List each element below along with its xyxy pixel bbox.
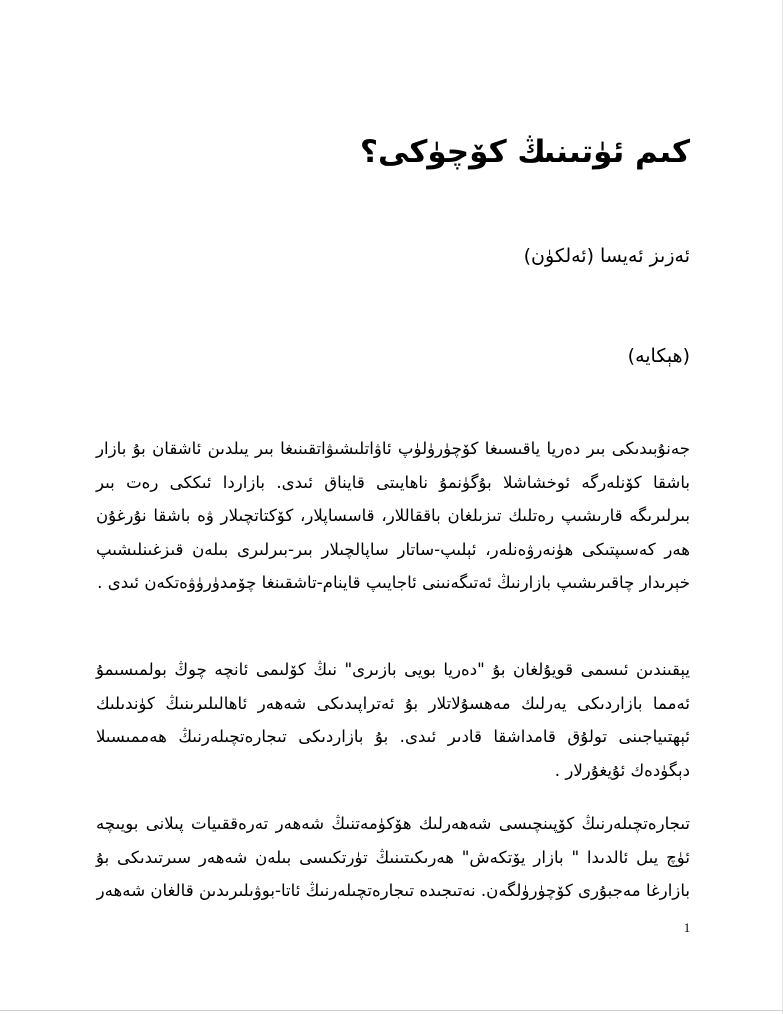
body-paragraph-2: يېقىندىن ئىسمى قويۇلغان بۇ "دەريا بويى بازىرى" نىڭ كۆلىمى ئانچە چوڭ بولمىسىمۇ ئەمما بازاردىكى يەرلىك مەھسۇلاتلار بۇ ئەتراپىدىكى شەھەر ئاھالىلىرىنىڭ كۈندىلىك ئېھتىياجىنى تولۇق قامداشقا قادىر ئىدى. بۇ بازاردىكى تىجارەتچىلەرنىڭ ھەممىسىلا دېگۈدەك ئۇيغۇرلار .	[96, 660, 690, 780]
page-bottom-edge	[0, 1010, 783, 1011]
author-line: ئەزىز ئەيسا (ئەلكۈن)	[523, 245, 690, 267]
story-title: كىم ئۈتىنىڭ كۆچۈكى؟	[360, 134, 690, 170]
body-paragraph-1: جەنۇبىدىكى بىر دەريا ياقىسىغا كۆچۈرۈلۈپ ئاۋاتلىشىۋاتقىنىغا بىر يىلدىن ئاشقان بۇ بازار باشقا كۆنلەرگە ئوخشاشلا بۇگۈنمۇ ناھايىتى قايناق ئىدى. بازاردا ئىككى رەت بىر بىرلىرىگە قارىشىپ رەتلىك تىزىلغان باققاللار، قاسساپلار، كۆكتاتچىلار ۋە باشقا نۇرغۇن ھەر كەسىپتىكى ھۈنەرۋەنلەر، ئېلىپ-ساتار ساپالچىلار بىر-بىرلىرى بىلەن قىزغىنلىشىپ خېرىدار چاقىرىشىپ بازارنىڭ ئەتىگەنىنى ئاجايىپ قاينام-تاشقىنغا چۆمدۈرۈۋەتكەن ئىدى .	[96, 439, 690, 592]
genre-label: (ھېكايە)	[627, 345, 690, 367]
page-number: 1	[683, 920, 691, 935]
body-paragraph-3: تىجارەتچىلەرنىڭ كۆپىنچىسى شەھەرلىك ھۆكۈمەتنىڭ شەھەر تەرەققىيات پىلانى بويىچە ئۈچ يىل ئالدىدا " بازار يۆتكەش" ھەرىكىتىنىڭ تۈرتكىسى بىلەن شەھەر سىرتىدىكى بۇ بازارغا مەجبۇرى كۆچۈرۈلگەن. نەتىجىدە تىجارەتچىلەرنىڭ ئاتا-بوۋىلىرىدىن قالغان شەھەر	[96, 814, 690, 900]
